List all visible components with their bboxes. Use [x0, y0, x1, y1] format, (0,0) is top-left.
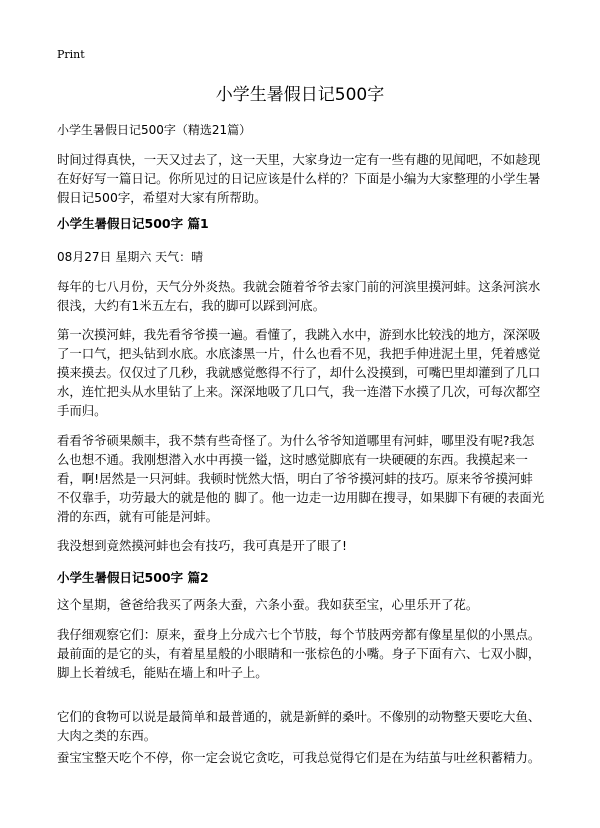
document-subtitle: 小学生暑假日记500字（精选21篇）	[57, 123, 252, 137]
document-title: 小学生暑假日记500字	[215, 85, 385, 105]
section-1-paragraph-2: 第一次摸河蚌，我先看爷爷摸一遍。看懂了，我跳入水中，游到水比较浅的地方，深深吸了一口气，把头钻到水底。水底漆黑一片，什么也看不见，我把手伸进泥土里，凭着感觉摸来摸去。仅仅过了几秒，我就感觉憋得不行了，却什么没摸到，可嘴巴里却灌到了几口水，连忙把头从水里钻了上来。深深地吸了几口气，我一连潜下水摸了几次，可每次都空手而归。	[57, 327, 541, 418]
section-1-paragraph-3: 看看爷爷硕果颇丰，我不禁有些奇怪了。为什么爷爷知道哪里有河蚌，哪里没有呢?我怎么也想不通。我刚想潜入水中再摸一镒，这时感觉脚底有一块硬硬的东西。我摸起来一看，啊!居然是一只河蚌。我顿时恍然大悟，明白了爷爷摸河蚌的技巧。原来爷爷摸河蚌不仅靠手，功劳最大的就是他的 脚了。他一边走一边用脚在搜寻，如果脚下有硬的表面光滑的东西，就有可能是河蚌。	[57, 433, 545, 524]
section-2-paragraph-4: 蚕宝宝整天吃个不停，你一定会说它贪吃，可我总觉得它们是在为结茧与吐丝积蓄精力。	[57, 750, 541, 765]
diary-dateline: 08月27日 星期六 天气：晴	[57, 250, 204, 264]
print-link[interactable]: Print	[57, 48, 85, 61]
section-1-paragraph-4: 我没想到竟然摸河蚌也会有技巧，我可真是开了眼了!	[57, 538, 347, 553]
section-2-paragraph-3: 它们的食物可以说是最简单和最普通的，就是新鲜的桑叶。不像别的动物整天要吃大鱼、大肉之类的东西。	[57, 709, 541, 743]
section-2-paragraph-1: 这个星期，爸爸给我买了两条大蚕，六条小蚕。我如获至宝，心里乐开了花。	[57, 597, 479, 612]
section-heading-1: 小学生暑假日记500字 篇1	[57, 216, 209, 231]
section-2-paragraph-2: 我仔细观察它们：原来，蚕身上分成六七个节肢，每个节肢两旁都有像星星似的小黑点。最前面的是它的头，有着星星般的小眼睛和一张棕色的小嘴。身子下面有六、七双小脚，脚上长着绒毛，能贴在墙上和叶子上。	[57, 627, 541, 680]
section-1-paragraph-1: 每年的七八月份，天气分外炎热。我就会随着爷爷去家门前的河滨里摸河蚌。这条河滨水很浅，大约有1米五左右，我的脚可以踩到河底。	[57, 279, 541, 313]
section-heading-2: 小学生暑假日记500字 篇2	[57, 570, 209, 585]
intro-paragraph: 时间过得真快，一天又过去了，这一天里，大家身边一定有一些有趣的见闻吧，不如趁现在好好写一篇日记。你所见过的日记应该是什么样的？下面是小编为大家整理的小学生暑假日记500字，希望对大家有所帮助。	[57, 152, 541, 205]
